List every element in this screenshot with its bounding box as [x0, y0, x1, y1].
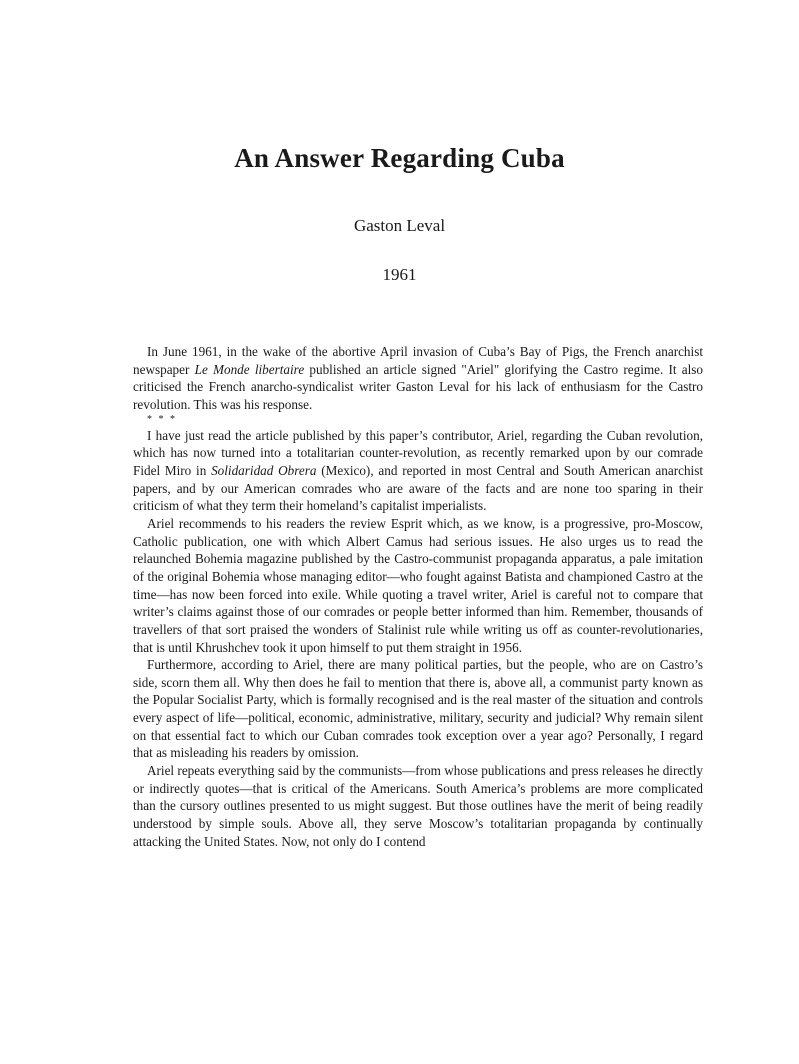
intro-text-2: published an article signed "Ariel" glorifying the Castro regime. It also criticised the French anarcho-syndicalist writer Gaston Leval for his lack of enthusiasm for the Castro revolution. This was his response.	[133, 361, 703, 412]
article-body	[133, 343, 703, 850]
paragraph-1	[133, 427, 703, 515]
newspaper-name: Le Monde libertaire	[194, 361, 305, 377]
document-title: An Answer Regarding Cuba	[234, 143, 565, 173]
intro-paragraph	[133, 343, 703, 414]
paragraph-2: Ariel recommends to his readers the review Esprit which, as we know, is a progressive, pro-Moscow, Catholic publication, one with which Albert Camus had serious issues. He also urges us to read the relaunched Bohemia magazine published by the Castro-communist propaganda apparatus, a pale imitation of the original Bohemia whose managing editor—who fought against Batista and championed Castro at the time—has now been forced into exile. While quoting a travel writer, Ariel is careful not to compare that writer’s claims against those of our comrades or people better informed than him. Remember, thousands of travellers of that sort praised the wonders of Stalinist rule while writing us off as counter-revolutionaries, that is until Khrushchev took it upon himself to put them straight in 1956.	[133, 515, 703, 655]
paragraph-1-text-2: (Mexico), and reported in most Central and South American anarchist papers, and by our American comrades who are aware of the facts and are none too sparing in their criticism of what they term their homeland’s capitalist imperialists.	[133, 462, 703, 514]
document-year: 1961	[382, 265, 417, 284]
intro-text-1: In June 1961, in the wake of the abortive April invasion of Cuba’s Bay of Pigs, the French anarchist newspaper	[133, 344, 703, 377]
section-separator: * * *	[147, 413, 177, 425]
publication-name: Solidaridad Obrera	[211, 462, 317, 478]
paragraph-3: Furthermore, according to Ariel, there are many political parties, but the people, who are on Castro’s side, scorn them all. Why then does he fail to mention that there is, above all, a communist party known as the Popular Socialist Party, which is formally recognised and is the real master of the situation and controls every aspect of life—political, economic, administrative, military, security and judicial? Why remain silent on that essential fact to which our Cuban comrades took exception over a year ago? Personally, I regard that as misleading his readers by omission.	[133, 657, 703, 761]
paragraph-4: Ariel repeats everything said by the communists—from whose publications and press releases he directly or indirectly quotes—that is critical of the Americans. South America’s problems are more complicated than the cursory outlines presented to us might suggest. But those outlines have the merit of being readily understood by simple souls. Above all, they serve Moscow’s totalitarian propaganda by continually attacking the United States. Now, not only do I contend	[133, 763, 703, 849]
paragraph-1-text-1: I have just read the article published by this paper’s contributor, Ariel, regarding the Cuban revolution, which has now turned into a totalitarian counter-revolution, as recently remarked upon by our comrade Fidel Miro in	[133, 427, 703, 478]
document-author: Gaston Leval	[353, 216, 446, 235]
